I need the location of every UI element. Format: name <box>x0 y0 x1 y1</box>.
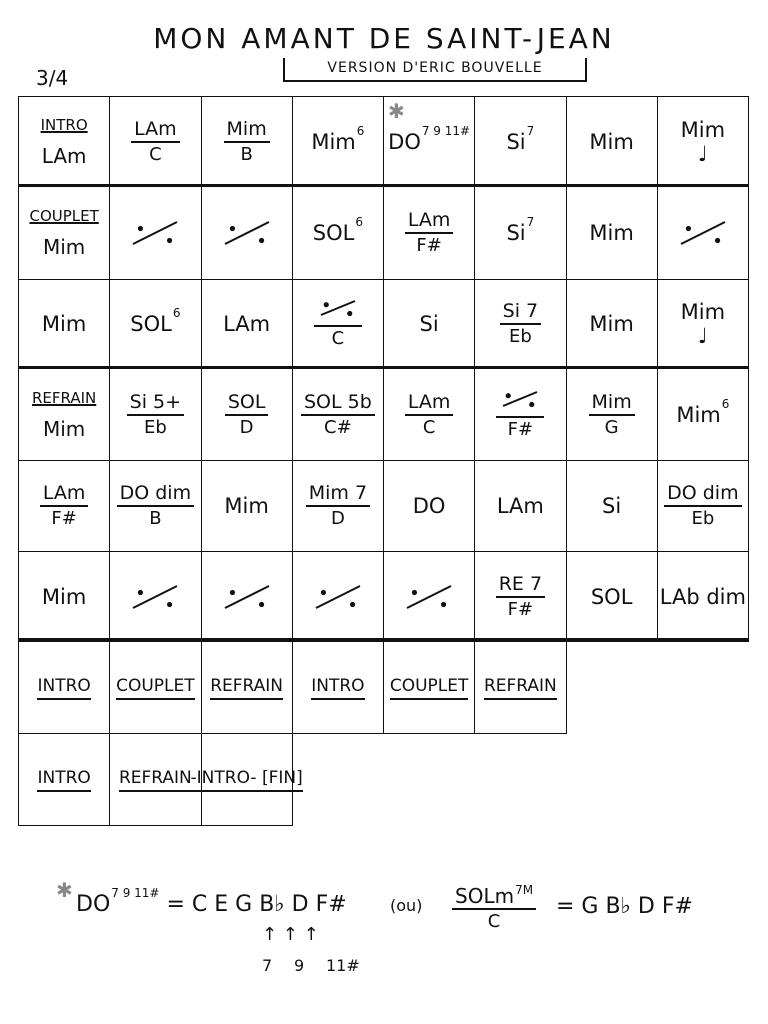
chord-wrap <box>681 300 725 348</box>
chord-cell <box>383 460 475 552</box>
sequence-section-label: COUPLET <box>116 676 195 700</box>
quarter-note-icon: ♩ <box>697 324 708 348</box>
slash-chord-cell <box>474 551 566 642</box>
chord-extension: 6 <box>356 123 365 138</box>
chord-symbol: Si 7 <box>500 299 541 325</box>
chord-symbol: Mim$^6$ <box>311 123 365 154</box>
slash-chord <box>301 390 375 440</box>
chord-symbol: Mim <box>589 312 634 336</box>
chord-wrap <box>497 494 544 518</box>
chord-symbol: DO dim <box>664 481 741 507</box>
chord-symbol: Si <box>419 312 439 336</box>
bass-note: B <box>240 143 253 165</box>
sequence-cell <box>474 641 566 734</box>
chord-wrap <box>413 494 446 518</box>
chord-cell <box>474 460 566 552</box>
slash-chord <box>127 390 184 440</box>
bass-note: D <box>330 508 345 529</box>
chord-symbol: Mim <box>41 312 87 336</box>
chord-symbol: DO dim <box>117 481 194 507</box>
chord-symbol: Mim <box>680 117 726 142</box>
chord-cell <box>292 186 384 280</box>
slash-chord <box>314 297 362 351</box>
divider-line <box>18 638 748 641</box>
section-label: INTRO <box>40 115 88 134</box>
chord-wrap <box>506 123 535 154</box>
slash-chord <box>405 390 454 440</box>
slash-chord-cell <box>566 368 658 461</box>
slash-chord <box>496 388 544 442</box>
equals-sign: = <box>159 892 192 917</box>
bass-note: Eb <box>508 326 532 347</box>
chord-wrap <box>591 585 633 609</box>
chord-extension: 7 9 11# <box>421 123 471 138</box>
section-label: REFRAIN <box>32 388 97 407</box>
chord-wrap <box>681 118 725 166</box>
repeat-measure-icon <box>221 582 273 612</box>
chord-symbol: Mim <box>42 235 86 259</box>
chord-cell <box>474 96 566 187</box>
chord-extension: 6 <box>355 215 363 229</box>
page-subtitle: VERSION D'ERIC BOUVELLE <box>283 58 587 82</box>
chord-symbol: Mim <box>589 390 635 416</box>
chord-symbol: SOL$^6$ <box>312 215 363 245</box>
chord-cell <box>657 279 749 369</box>
chord-cell <box>566 279 658 369</box>
chord-symbol: Si <box>602 494 622 518</box>
chord-symbol: Mim <box>224 494 269 518</box>
divider-line <box>18 366 748 369</box>
chord-symbol: $DO^{7 9 11\#}$ <box>388 123 471 154</box>
chord-extension: 7 <box>526 215 535 229</box>
slash-chord <box>131 117 180 167</box>
interval-labels <box>262 956 358 975</box>
chord-cell <box>657 96 749 187</box>
chord-wrap <box>311 123 365 154</box>
interval-label: 11# <box>326 956 360 975</box>
chord-wrap <box>589 312 633 336</box>
sequence-section-label: INTRO <box>37 768 90 792</box>
footer-chord-formula <box>76 886 347 917</box>
slash-chord-cell <box>657 460 749 552</box>
quarter-note-icon: ♩ <box>697 141 708 166</box>
bass-note: F# <box>416 235 442 256</box>
slash-chord-cell <box>383 186 475 280</box>
slash-chord <box>664 481 741 531</box>
asterisk-icon: ✱ <box>56 878 73 902</box>
slash-chord-cell <box>109 460 201 552</box>
sequence-cell <box>292 641 384 734</box>
chord-symbol: Mim <box>41 584 87 609</box>
bass-note: F# <box>507 598 534 620</box>
bass-note: Eb <box>691 508 715 529</box>
page-title: MON AMANT DE SAINT-JEAN <box>153 22 615 55</box>
chord-cell <box>566 460 658 552</box>
chord-notes: C E G B♭ D F# <box>191 892 347 917</box>
chord-wrap <box>676 396 730 427</box>
chord-symbol: SOL 5b <box>301 390 375 416</box>
repeat-measure-cell <box>201 551 293 642</box>
section-start-cell <box>18 96 110 187</box>
bass-note: F# <box>51 508 77 529</box>
repeat-measure-icon <box>403 582 455 612</box>
chord-wrap <box>589 130 633 154</box>
alternative-chord <box>452 884 536 934</box>
chord-symbol: Si$^7$ <box>506 215 535 245</box>
bass-note: F# <box>507 418 534 440</box>
chord-symbol: LAm <box>223 312 271 336</box>
sequence-section-label: INTRO <box>37 676 90 700</box>
chord-cell <box>201 279 293 369</box>
slash-chord <box>589 390 635 440</box>
chord-wrap <box>602 494 621 518</box>
slash-chord-cell <box>201 368 293 461</box>
chord-symbol: SOLm$^{7M}$ <box>452 884 536 910</box>
slash-chord-cell <box>18 460 110 552</box>
slash-chord-cell <box>383 368 475 461</box>
chord-symbol: Si 5+ <box>127 390 184 416</box>
chord-symbol: Mim <box>680 300 726 324</box>
repeat-measure-icon <box>312 582 364 612</box>
sequence-cell <box>18 733 110 826</box>
repeat-measure-icon <box>221 218 273 248</box>
time-signature: 3/4 <box>36 66 69 90</box>
bass-note: C <box>487 911 501 932</box>
chord-cell <box>201 460 293 552</box>
sequence-section-label: -INTRO- [FIN] <box>191 768 303 792</box>
slash-chord-cell <box>474 279 566 369</box>
chord-symbol: SOL <box>590 584 633 609</box>
asterisk-icon: ✱ <box>388 99 405 123</box>
interval-arrows: ↑ ↑ ↑ <box>262 924 319 945</box>
chord-cell <box>657 368 749 461</box>
chord-symbol: LAm <box>131 117 180 143</box>
slash-chord <box>224 117 270 167</box>
chord-wrap <box>130 306 181 336</box>
chord-extension: 7M <box>515 883 534 897</box>
chord-extension: 6 <box>172 306 181 320</box>
divider-line <box>18 184 748 187</box>
repeat-measure-cell <box>109 186 201 280</box>
or-text: (ou) <box>390 896 423 915</box>
chord-symbol: Mim$^6$ <box>676 396 730 427</box>
sequence-section-label: COUPLET <box>390 676 469 700</box>
repeat-slash-cell <box>474 368 566 461</box>
chord-wrap <box>660 585 746 609</box>
repeat-slash-cell <box>292 279 384 369</box>
chord-wrap <box>223 312 270 336</box>
repeat-measure-icon <box>499 388 541 410</box>
chord-symbol: SOL <box>225 390 269 416</box>
slash-chord <box>117 481 194 531</box>
chord-symbol: LAm <box>40 481 89 507</box>
chord-cell <box>383 96 475 187</box>
sequence-section-label: REFRAIN <box>210 676 283 700</box>
chord-cell <box>474 186 566 280</box>
chord-wrap <box>388 123 471 154</box>
chord-symbol: Mim <box>42 416 86 441</box>
chord-symbol: LAm <box>41 143 87 168</box>
repeat-measure-icon <box>129 582 181 612</box>
chord-symbol: RE 7 <box>496 572 545 598</box>
bass-note: D <box>239 416 254 438</box>
section-start-cell <box>18 368 110 461</box>
bass-note: C <box>422 416 436 438</box>
chord-symbol: Mim <box>589 221 634 245</box>
chord-extension: 6 <box>721 396 730 411</box>
bass-note: G <box>604 416 619 438</box>
chord-symbol: LAm <box>405 208 454 234</box>
chord-symbol: LAb dim <box>659 584 746 609</box>
repeat-measure-cell <box>109 551 201 642</box>
slash-chord-cell <box>109 96 201 187</box>
sequence-cell <box>190 733 303 826</box>
chord-symbol: Mim <box>224 117 270 143</box>
chord-wrap <box>420 312 439 336</box>
chord-symbol: Mim <box>589 129 634 154</box>
repeat-measure-icon <box>129 218 181 248</box>
repeat-measure-cell <box>292 551 384 642</box>
slash-chord <box>405 208 454 258</box>
chord-symbol: SOL$^6$ <box>130 306 181 336</box>
repeat-measure-cell <box>201 186 293 280</box>
chord-symbol: Mim 7 <box>306 481 370 507</box>
repeat-measure-icon <box>317 297 359 319</box>
repeat-measure-cell <box>383 551 475 642</box>
repeat-measure-icon <box>677 218 729 248</box>
sequence-cell <box>109 733 201 826</box>
slash-chord <box>40 481 89 531</box>
chord-symbol: DO <box>412 494 446 518</box>
bass-note: Eb <box>143 416 167 438</box>
chord-wrap <box>224 494 268 518</box>
chord-cell <box>18 551 110 642</box>
chord-wrap <box>506 215 535 245</box>
chord-wrap <box>42 585 86 609</box>
chord-cell <box>292 96 384 187</box>
bass-note: C# <box>324 416 352 438</box>
slash-chord <box>225 390 269 440</box>
chord-cell <box>383 279 475 369</box>
chord-symbol: DO <box>76 892 111 917</box>
chord-cell <box>566 186 658 280</box>
slash-chord-cell <box>292 368 384 461</box>
sequence-cell <box>201 641 293 734</box>
slash-chord-cell <box>109 368 201 461</box>
sequence-cell <box>109 641 201 734</box>
chord-cell <box>566 551 658 642</box>
chord-symbol: LAm <box>496 494 544 518</box>
slash-chord <box>500 299 541 349</box>
chord-symbol: Si$^7$ <box>506 123 535 154</box>
chord-cell <box>18 279 110 369</box>
slash-chord-cell <box>292 460 384 552</box>
chord-wrap <box>312 215 363 245</box>
repeat-measure-cell <box>657 186 749 280</box>
chord-symbol: LAm <box>405 390 454 416</box>
interval-label: 7 <box>262 956 273 975</box>
slash-chord <box>496 572 545 622</box>
interval-label: 9 <box>294 956 305 975</box>
chord-extension: 7 <box>526 123 535 138</box>
repeat-measure <box>314 297 362 327</box>
section-label: COUPLET <box>29 207 99 225</box>
chord-extension: 7 9 11# <box>111 886 160 900</box>
chord-wrap <box>589 221 633 245</box>
bass-note: B <box>149 508 162 529</box>
alternative-chord-notes: = G B♭ D F# <box>556 894 693 919</box>
sequence-section-label: REFRAIN <box>484 676 557 700</box>
chord-cell <box>566 96 658 187</box>
chord-wrap <box>42 312 86 336</box>
repeat-measure <box>496 388 544 418</box>
bass-note: C <box>331 328 345 349</box>
slash-chord-cell <box>201 96 293 187</box>
bass-note: C <box>149 143 162 165</box>
sequence-section-label: INTRO <box>311 676 364 700</box>
sequence-cell <box>18 641 110 734</box>
chord-cell <box>657 551 749 642</box>
slash-chord <box>306 481 370 531</box>
sequence-section-label: REFRAIN <box>119 768 192 792</box>
chord-cell <box>109 279 201 369</box>
section-start-cell <box>18 186 110 280</box>
sequence-cell <box>383 641 475 734</box>
